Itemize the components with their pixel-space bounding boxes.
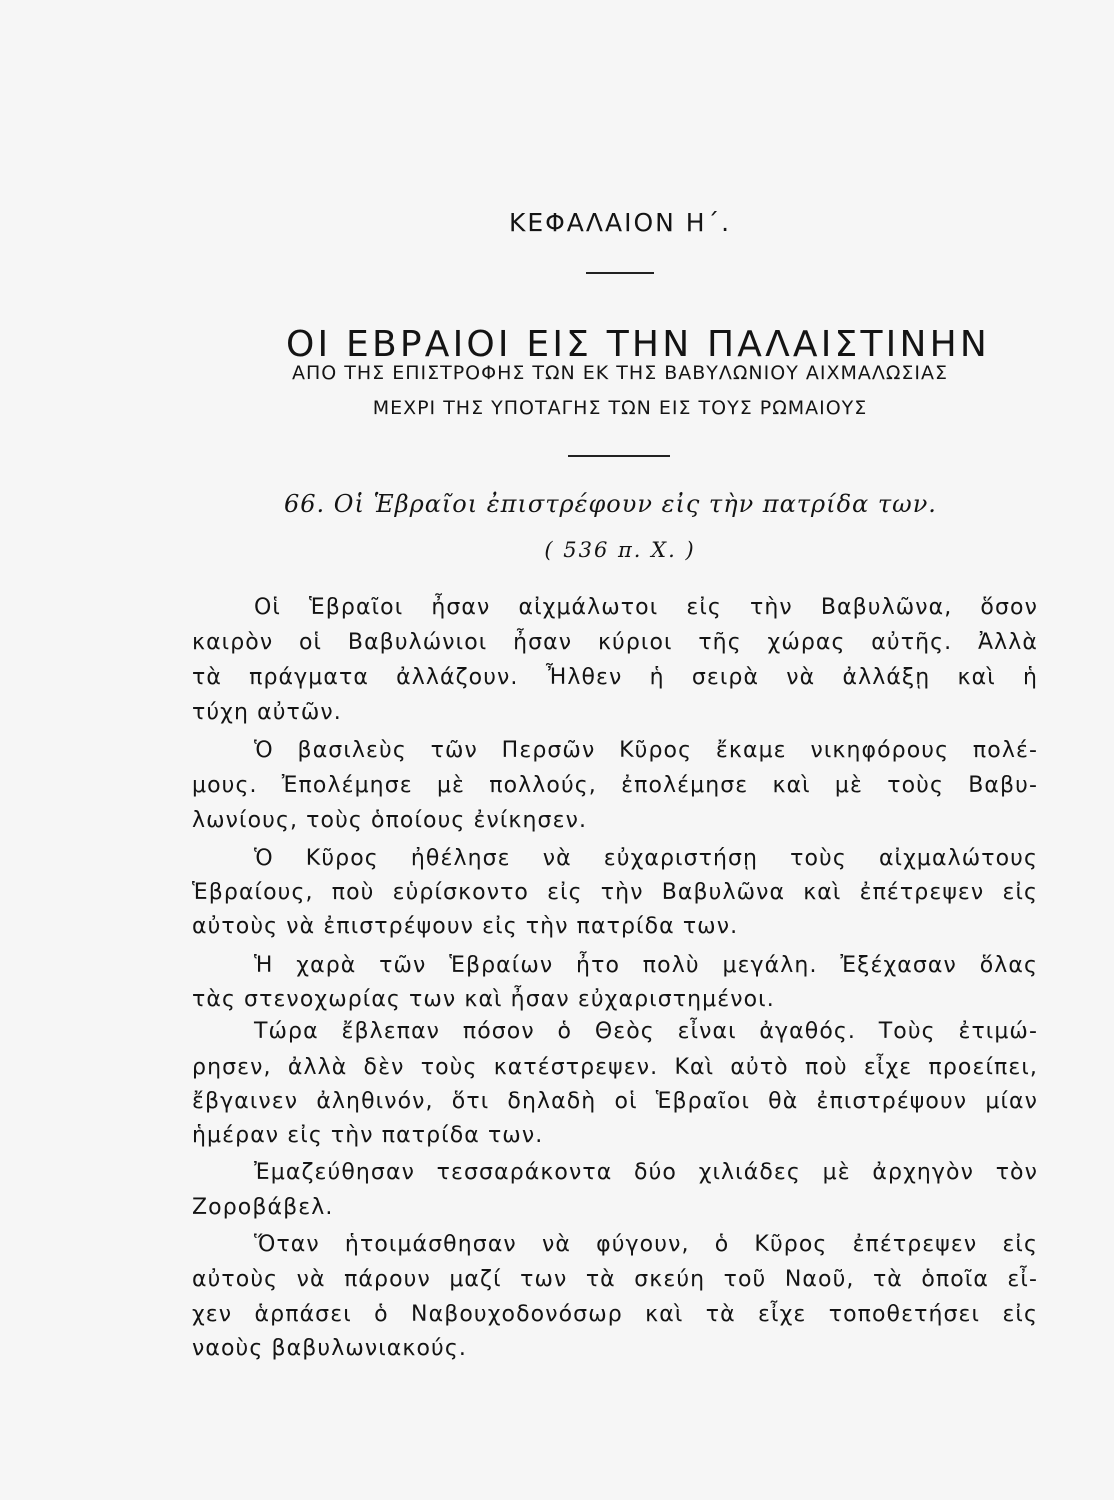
body-line: λωνίους, τοὺς ὁποίους ἐνίκησεν. bbox=[192, 808, 588, 833]
body-line: μους. Ἐπολέμησε μὲ πολλούς, ἐπολέμησε καὶ μὲ τοὺς Βαβυ- bbox=[192, 773, 1038, 798]
body-line: αὐτοὺς νὰ πάρουν μαζί των τὰ σκεύη τοῦ Ναοῦ, τὰ ὁποῖα εἶ- bbox=[192, 1267, 1038, 1292]
body-line: ρησεν, ἀλλὰ δὲν τοὺς κατέστρεψεν. Καὶ αὐτὸ ποὺ εἶχε προείπει, bbox=[192, 1055, 1038, 1080]
body-line: Τώρα ἔβλεπαν πόσον ὁ Θεὸς εἶναι ἀγαθός. Τοὺς ἐτιμώ- bbox=[254, 1019, 1038, 1044]
body-line: ἡμέραν εἰς τὴν πατρίδα των. bbox=[192, 1123, 544, 1148]
body-line: Ἐμαζεύθησαν τεσσαράκοντα δύο χιλιάδες μὲ ἀρχηγὸν τὸν bbox=[254, 1160, 1038, 1185]
chapter-subtitle-line-1: ΑΠΟ ΤΗΣ ΕΠΙΣΤΡΟΦΗΣ ΤΩΝ ΕΚ ΤΗΣ ΒΑΒΥΛΩΝΙΟΥ ΑΙΧΜΑΛΩΣΙΑΣ bbox=[292, 362, 948, 384]
chapter-title: ΟΙ ΕΒΡΑΙΟΙ ΕΙΣ ΤΗΝ ΠΑΛΑΙΣΤΙΝΗΝ bbox=[286, 324, 991, 366]
body-line: τύχη αὐτῶν. bbox=[192, 700, 342, 725]
title-divider-bottom bbox=[568, 455, 670, 457]
body-line: Ὁ βασιλεὺς τῶν Περσῶν Κῦρος ἔκαμε νικηφόρους πολέ- bbox=[254, 738, 1038, 763]
body-line: ἔβγαινεν ἀληθινόν, ὅτι δηλαδὴ οἱ Ἑβραῖοι θὰ ἐπιστρέψουν μίαν bbox=[192, 1089, 1038, 1114]
body-line: Ζοροβάβελ. bbox=[192, 1195, 334, 1220]
section-date: ( 536 π. Χ. ) bbox=[544, 538, 696, 562]
chapter-label: ΚΕΦΑΛΑΙΟΝ Η΄. bbox=[508, 208, 732, 237]
body-line: καιρὸν οἱ Βαβυλώνιοι ἦσαν κύριοι τῆς χώρας αὐτῆς. Ἀλλὰ bbox=[192, 630, 1038, 655]
body-line: Ὅταν ἡτοιμάσθησαν νὰ φύγουν, ὁ Κῦρος ἐπέτρεψεν εἰς bbox=[254, 1232, 1038, 1257]
body-line: τὰ πράγματα ἀλλάζουν. Ἦλθεν ἡ σειρὰ νὰ ἀλλάξῃ καὶ ἡ bbox=[192, 665, 1038, 690]
body-line: αὐτοὺς νὰ ἐπιστρέψουν εἰς τὴν πατρίδα των. bbox=[192, 914, 739, 939]
body-line: Ἑβραίους, ποὺ εὑρίσκοντο εἰς τὴν Βαβυλῶνα καὶ ἐπέτρεψεν εἰς bbox=[192, 880, 1038, 905]
section-heading: 66. Οἱ Ἑβραῖοι ἐπιστρέφουν εἰς τὴν πατρίδα των. bbox=[284, 490, 937, 518]
body-line: Ἡ χαρὰ τῶν Ἑβραίων ἦτο πολὺ μεγάλη. Ἐξέχασαν ὅλας bbox=[254, 953, 1038, 978]
chapter-subtitle-line-2: ΜΕΧΡΙ ΤΗΣ ΥΠΟΤΑΓΗΣ ΤΩΝ ΕΙΣ ΤΟΥΣ ΡΩΜΑΙΟΥΣ bbox=[372, 397, 868, 419]
body-line: χεν ἁρπάσει ὁ Ναβουχοδονόσωρ καὶ τὰ εἶχε τοποθετήσει εἰς bbox=[192, 1302, 1038, 1327]
title-divider-top bbox=[586, 272, 654, 274]
body-line: ναοὺς βαβυλωνιακούς. bbox=[192, 1336, 467, 1361]
body-line: τὰς στενοχωρίας των καὶ ἦσαν εὐχαριστημένοι. bbox=[192, 987, 775, 1012]
body-line: Οἱ Ἑβραῖοι ἦσαν αἰχμάλωτοι εἰς τὴν Βαβυλῶνα, ὅσον bbox=[254, 595, 1038, 620]
body-line: Ὁ Κῦρος ἠθέλησε νὰ εὐχαριστήσῃ τοὺς αἰχμαλώτους bbox=[254, 846, 1038, 871]
